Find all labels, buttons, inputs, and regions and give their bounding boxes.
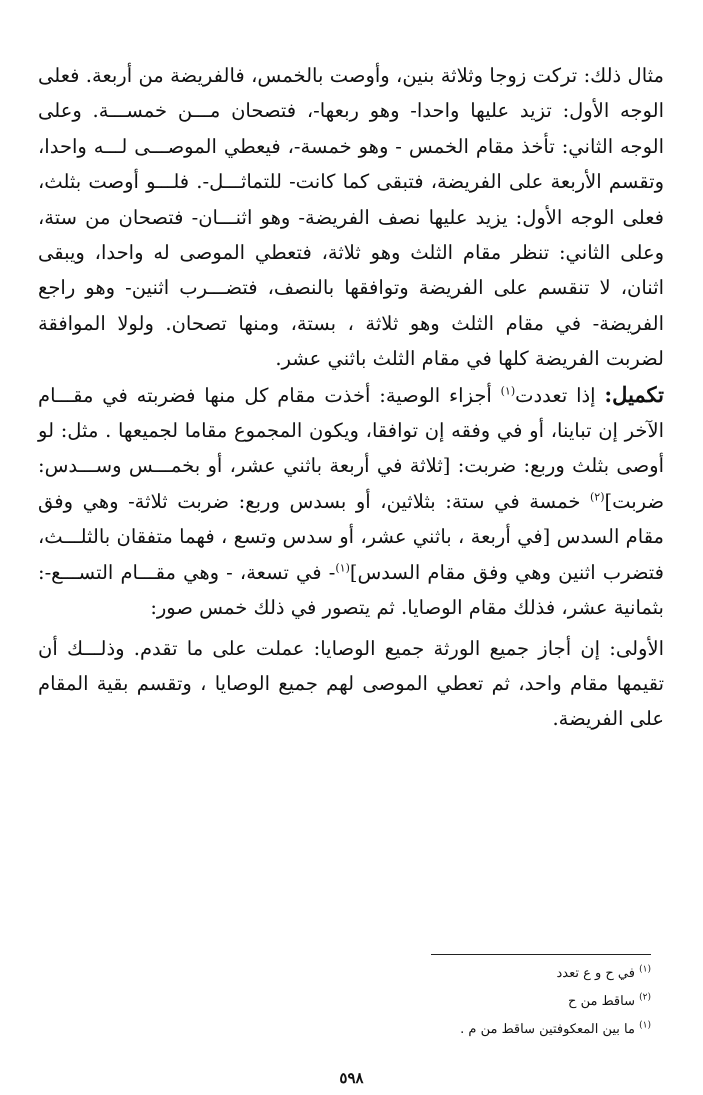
paragraph-text: إذا تعددت xyxy=(515,383,605,407)
paragraph-example xyxy=(38,58,664,377)
footnotes xyxy=(300,960,651,1044)
paragraph-supplement xyxy=(38,377,664,626)
footnote-text: ما بين المعكوفتين ساقط من م . xyxy=(460,1022,635,1037)
footnote-mark: (١) xyxy=(639,964,651,975)
paragraph-text: مثال ذلك: تركت زوجا وثلاثة بنين، وأوصت بالخمس، فالفريضة من أربعة. فعلى الوجه الأول: تزيد عليها واحدا- وهو ربعها-، فتصحان مـــن خمســـة. وعلى الوجه الثاني: تأخذ مقام الخمس - وهو خمسة-، فيعطي الموصـــى لـــه واحدا، وتقسم الأربعة على الفريضة، فتبقى كما كانت- للتماثـــل-. فلـــو أوصت بثلث، فعلى الوجه الأول: يزيد عليها نصف الفريضة- وهو اثنـــان- فتصحان من ستة، وعلى الثاني: تنظر مقام الثلث وهو ثلاثة، فتعطي الموصى له واحدا، ويبقى اثنان، لا تنقسم على الفريضة وتوافقها بالنصف، فتضـــرب اثنين- وهو راجع الفريضة- في مقام الثلث وهو ثلاثة ، بستة، ومنها تصحان. ولولا الموافقة لضربت الفريضة كلها في مقام الثلث باثني عشر. xyxy=(38,64,664,371)
footnote-text: في ح و ع تعدد xyxy=(556,966,635,981)
footnote-item xyxy=(300,988,651,1016)
page-number: ٥٩٨ xyxy=(339,1069,364,1087)
footnote-item xyxy=(300,960,651,988)
footnote-text: ساقط من ح xyxy=(568,994,635,1009)
footnote-marker-3[interactable]: (١) xyxy=(335,561,350,575)
footnote-marker-2[interactable]: (٢) xyxy=(589,490,605,504)
footnote-marker-1[interactable]: (١) xyxy=(500,384,516,398)
paragraph-first-case xyxy=(38,631,664,737)
paragraph-text: أجزاء الوصية: أخذت مقام كل منها فضربته في مقـــام الآخر إن تباينا، أو في وفقه إن توافقا، ويكون المجموع مقاما لجميعها . مثل: لو أوصى بثلث وربع: ضربت: [ثلاثة في أربعة باثني عشر، أو بخمـــس وســـدس: ضربت] xyxy=(38,383,664,513)
main-text xyxy=(38,58,664,742)
supplement-heading: تكميل: xyxy=(604,381,664,407)
footnote-item xyxy=(300,1016,651,1044)
footnote-mark: (٢) xyxy=(639,992,651,1003)
footnote-mark: (١) xyxy=(639,1020,651,1031)
paragraph-text: خمسة في ستة: بثلاثين، أو بسدس وربع: ضربت ثلاثة- وهي وفق مقام السدس [في أربعة ، باثني عشر، أو سدس وتسع ، فهما متفقان بالثلـــث، فتضرب اثنين وهي وفق مقام السدس] xyxy=(38,489,664,584)
footnote-divider xyxy=(431,954,651,955)
paragraph-text: - في تسعة، - وهي مقـــام التســـع-: بثمانية عشر، فذلك مقام الوصايا. ثم يتصور في ذلك خمس صور: xyxy=(38,560,664,620)
paragraph-text: الأولى: إن أجاز جميع الورثة جميع الوصايا: عملت على ما تقدم. وذلـــك أن تقيمها مقام واحد، ثم تعطي الموصى لهم جميع الوصايا ، وتقسم بقية المقام على الفريضة. xyxy=(38,636,664,731)
